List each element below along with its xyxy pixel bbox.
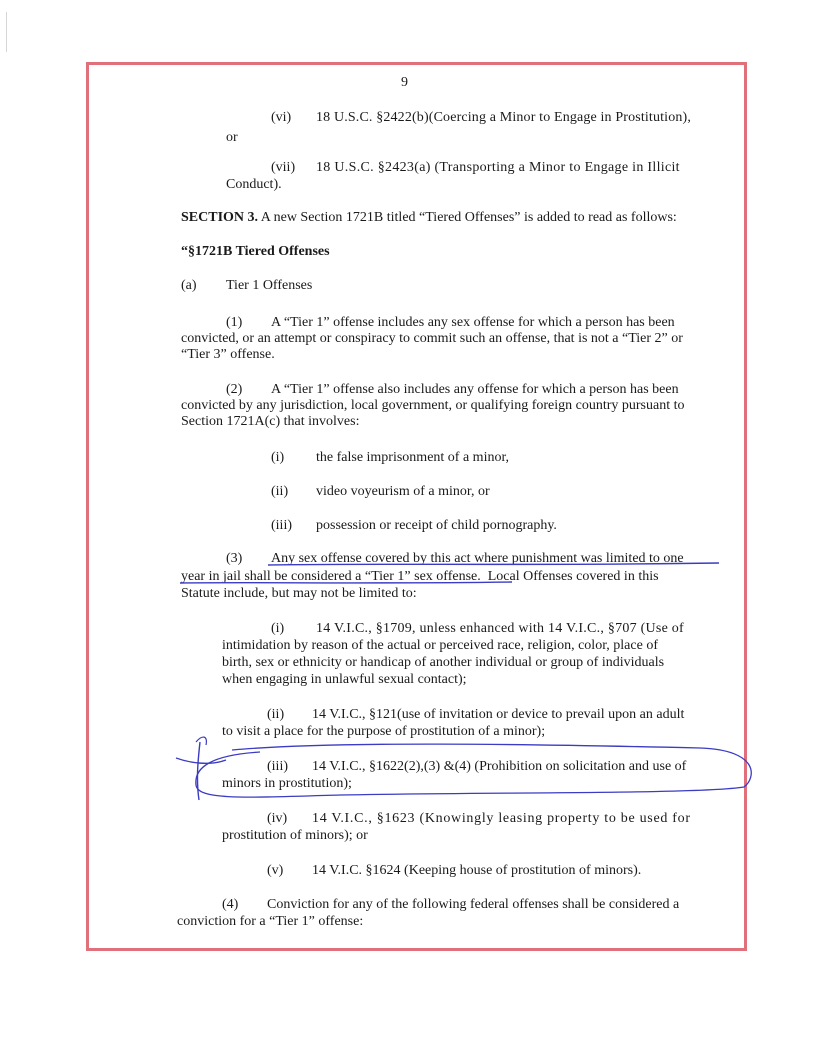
para1-line: “Tier 3” offense. bbox=[181, 347, 275, 362]
para4-line: conviction for a “Tier 1” offense: bbox=[177, 914, 364, 929]
list-item-label: (ii) bbox=[271, 484, 289, 499]
list-item-text: the false imprisonment of a minor, bbox=[316, 450, 510, 465]
local-item-line: 14 V.I.C., §1623 (Knowingly leasing property to be used for bbox=[312, 811, 691, 826]
local-item-line: 14 V.I.C. §1624 (Keeping house of prostitution of minors). bbox=[312, 863, 642, 878]
para4-label: (4) bbox=[222, 897, 239, 912]
list-item-label: (iii) bbox=[271, 518, 292, 533]
local-item-line: to visit a place for the purpose of prostitution of a minor); bbox=[222, 724, 546, 739]
para3-line: Any sex offense covered by this act where punishment was limited to one bbox=[271, 551, 684, 566]
para3-line: Statute include, but may not be limited to: bbox=[181, 586, 417, 601]
list-item-text: video voyeurism of a minor, or bbox=[316, 484, 490, 499]
subsection-a-title: Tier 1 Offenses bbox=[226, 278, 313, 293]
local-item-label: (iii) bbox=[267, 759, 288, 774]
para1-label: (1) bbox=[226, 315, 243, 330]
local-item-line: minors in prostitution); bbox=[222, 776, 352, 791]
para3-line bbox=[181, 568, 659, 585]
item-vii-text-cont: Conduct). bbox=[226, 177, 282, 192]
local-item-line: 14 V.I.C., §1709, unless enhanced with 14 V.I.C., §707 (Use of bbox=[316, 621, 684, 636]
para3-underlined-text: year in jail shall be considered a “Tier 1” sex offense. bbox=[181, 569, 481, 584]
local-item-label: (iv) bbox=[267, 811, 288, 826]
para1-line: convicted, or an attempt or conspiracy to commit such an offense, that is not a “Tier 2” or bbox=[181, 331, 683, 346]
list-item-text: possession or receipt of child pornography. bbox=[316, 518, 557, 533]
local-item-line: intimidation by reason of the actual or perceived race, religion, color, place of bbox=[222, 638, 658, 653]
local-item-line: 14 V.I.C., §1622(2),(3) &(4) (Prohibition on solicitation and use of bbox=[312, 759, 687, 774]
subsection-a-label: (a) bbox=[181, 278, 197, 293]
local-item-line: birth, sex or ethnicity or handicap of another individual or group of individuals bbox=[222, 655, 665, 670]
local-item-label: (v) bbox=[267, 863, 284, 878]
item-vii-text: 18 U.S.C. §2423(a) (Transporting a Minor to Engage in Illicit bbox=[316, 160, 680, 175]
para2-line: A “Tier 1” offense also includes any offense for which a person has been bbox=[271, 382, 679, 397]
local-item-line: prostitution of minors); or bbox=[222, 828, 368, 843]
para2-line: convicted by any jurisdiction, local government, or qualifying foreign country pursuant to bbox=[181, 398, 685, 413]
para3-label: (3) bbox=[226, 551, 243, 566]
item-vi-text: 18 U.S.C. §2422(b)(Coercing a Minor to Engage in Prostitution), bbox=[316, 110, 691, 125]
para4-line: Conviction for any of the following federal offenses shall be considered a bbox=[267, 897, 680, 912]
section3-text: A new Section 1721B titled “Tiered Offenses” is added to read as follows: bbox=[260, 210, 677, 225]
section3-heading: SECTION 3. bbox=[181, 210, 259, 225]
local-item-line: 14 V.I.C., §121(use of invitation or device to prevail upon an adult bbox=[312, 707, 685, 722]
para1-line: A “Tier 1” offense includes any sex offense for which a person has been bbox=[271, 315, 675, 330]
para2-label: (2) bbox=[226, 382, 243, 397]
page-number: 9 bbox=[401, 75, 408, 90]
para2-line: Section 1721A(c) that involves: bbox=[181, 414, 360, 429]
local-item-line: when engaging in unlawful sexual contact); bbox=[222, 672, 467, 687]
section-title: “§1721B Tiered Offenses bbox=[181, 244, 330, 259]
section3-line bbox=[181, 209, 677, 226]
item-vi-label: (vi) bbox=[271, 110, 292, 125]
item-vii-label: (vii) bbox=[271, 160, 296, 175]
scan-edge-mark bbox=[6, 12, 7, 52]
or-text: or bbox=[226, 130, 238, 145]
local-item-label: (ii) bbox=[267, 707, 285, 722]
local-item-label: (i) bbox=[271, 621, 285, 636]
para3-text: Local Offenses covered in this bbox=[487, 569, 659, 584]
list-item-label: (i) bbox=[271, 450, 285, 465]
